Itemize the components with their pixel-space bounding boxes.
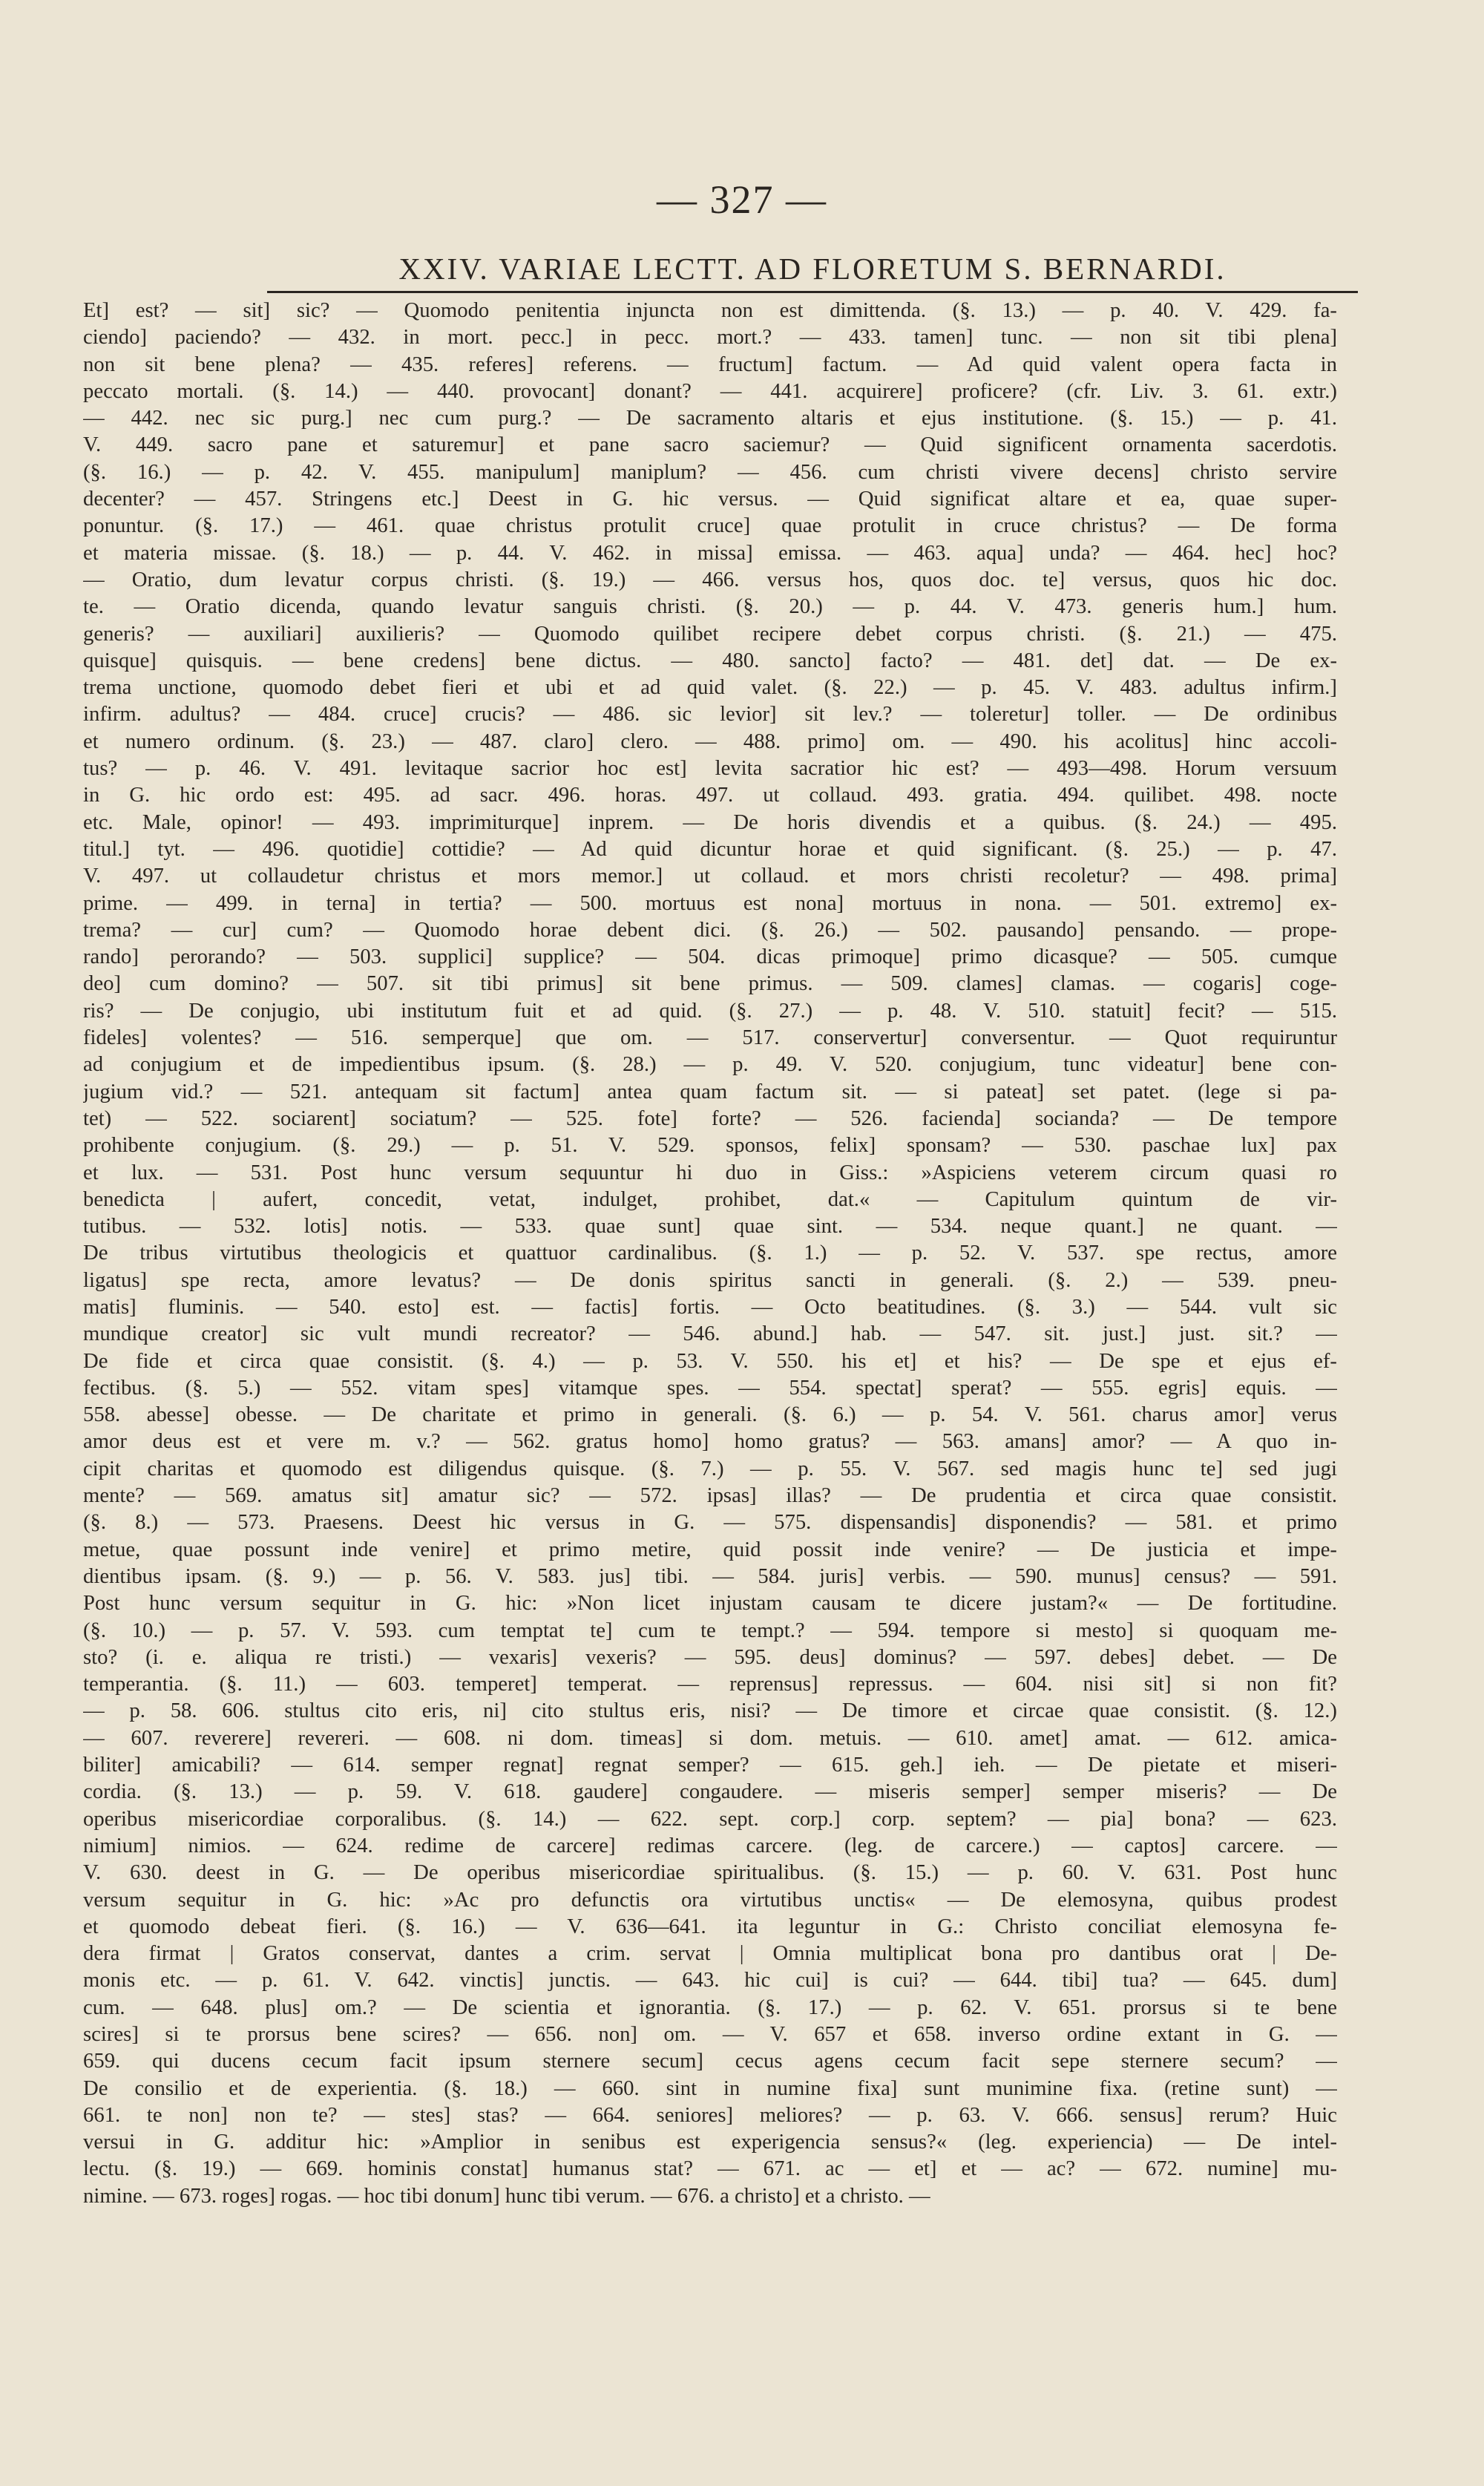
text-line: amor deus est et vere m. v.? — 562. gratus homo] homo gratus? — 563. amans] amor? — A quo in- [83,1429,1337,1454]
text-line: prime. — 499. in terna] in tertia? — 500. mortuus est nona] mortuus in nona. — 501. extremo] ex- [83,891,1337,915]
text-line: trema unctione, quomodo debet fieri et ubi et ad quid valet. (§. 22.) — p. 45. V. 483. adultus infirm.] [83,675,1337,700]
text-line: cum. — 648. plus] om.? — De scientia et ignorantia. (§. 17.) — p. 62. V. 651. prorsus si te bene [83,1995,1337,2019]
text-line: 659. qui ducens cecum facit ipsum sternere secum] cecus agens cecum facit sepe sternere secum? — [83,2049,1337,2073]
text-line: ligatus] spe recta, amore levatus? — De donis spiritus sancti in generali. (§. 2.) — 539. pneu- [83,1267,1337,1292]
text-line: non sit bene plena? — 435. referes] referens. — fructum] factum. — Ad quid valent opera facta in [83,352,1337,376]
text-line: tus? — p. 46. V. 491. levitaque sacrior hoc est] levita sacratior hic est? — 493—498. Horum versuum [83,756,1337,781]
text-line: mente? — 569. amatus sit] amatur sic? — 572. ipsas] illas? — De prudentia et circa quae consistit. [83,1483,1337,1508]
text-line: 558. abesse] obesse. — De charitate et primo in generali. (§. 6.) — p. 54. V. 561. charus amor] verus [83,1403,1337,1427]
text-line: nimine. — 673. roges] rogas. — hoc tibi donum] hunc tibi verum. — 676. a christo] et a christo. — [83,2183,930,2208]
text-line: et quomodo debeat fieri. (§. 16.) — V. 636—641. ita leguntur in G.: Christo conciliat elemosyna fe- [83,1914,1337,1938]
text-line: cordia. (§. 13.) — p. 59. V. 618. gaudere] congaudere. — miseris semper] semper miseris? — De [83,1780,1337,1804]
text-line: titul.] tyt. — 496. quotidie] cottidie? — Ad quid dicuntur horae et quid significant. (§. 25.) — p. 47. [83,836,1337,861]
text-line: 661. te non] non te? — stes] stas? — 664. seniores] meliores? — p. 63. V. 666. sensus] rerum? Huic [83,2102,1337,2127]
text-line: ad conjugium et de impedientibus ipsum. (§. 28.) — p. 49. V. 520. conjugium, tunc videatur] bene con- [83,1052,1337,1077]
text-line: versui in G. additur hic: »Amplior in senibus est experigencia sensus?« (leg. experiencia) — De intel- [83,2130,1337,2154]
text-line: mundique creator] sic vult mundi recreator? — 546. abund.] hab. — 547. sit. just.] just. sit.? — [83,1322,1337,1346]
text-line: Post hunc versum sequitur in G. hic: »Non licet injustam causam te dicere justam?« — De fortitudine. [83,1591,1337,1616]
text-line: (§. 8.) — 573. Praesens. Deest hic versus in G. — 575. dispensandis] disponendis? — 581. et primo [83,1510,1337,1535]
text-line: temperantia. (§. 11.) — 603. temperet] temperat. — reprensus] repressus. — 604. nisi sit] si non fit? [83,1672,1337,1696]
text-line: sto? (i. e. aliqua re tristi.) — vexaris] vexeris? — 595. deus] dominus? — 597. debes] debet. — De [83,1644,1337,1669]
text-line: fectibus. (§. 5.) — 552. vitam spes] vitamque spes. — 554. spectat] sperat? — 555. egris] equis. — [83,1375,1337,1400]
text-line: quisque] quisquis. — bene credens] bene dictus. — 480. sancto] facto? — 481. det] dat. — De ex- [83,648,1337,672]
text-line: deo] cum domino? — 507. sit tibi primus] sit bene primus. — 509. clames] clamas. — cogaris] coge- [83,971,1337,996]
text-line: versum sequitur in G. hic: »Ac pro defunctis ora virtutibus unctis« — De elemosyna, quibus prodest [83,1887,1337,1912]
body-text [83,297,1337,2209]
text-line: tutibus. — 532. lotis] notis. — 533. quae sunt] quae sint. — 534. neque quant.] ne quant. — [83,1214,1337,1239]
text-line: et materia missae. (§. 18.) — p. 44. V. 462. in missa] emissa. — 463. aqua] unda? — 464. hec] hoc? [83,540,1337,565]
text-line: monis etc. — p. 61. V. 642. vinctis] junctis. — 643. hic cui] is cui? — 644. tibi] tua? — 645. dum] [83,1968,1337,1993]
text-line: De consilio et de experientia. (§. 18.) — 660. sint in numine fixa] sunt munimine fixa. (retine sunt) — [83,2076,1337,2100]
text-line: operibus misericordiae corporalibus. (§. 14.) — 622. sept. corp.] corp. septem? — pia] bona? — 623. [83,1806,1337,1831]
text-line: biliter] amicabili? — 614. semper regnat] regnat semper? — 615. geh.] ieh. — De pietate et miseri- [83,1753,1337,1777]
running-header: XXIV. VARIAE LECTT. AD FLORETUM S. BERNARDI. [267,251,1358,293]
text-line: in G. hic ordo est: 495. ad sacr. 496. horas. 497. ut collaud. 493. gratia. 494. quilibet. 498. nocte [83,783,1337,807]
text-line: V. 497. ut collaudetur christus et mors memor.] ut collaud. et mors christi recoletur? — 498. prima] [83,864,1337,888]
text-line: benedicta | aufert, concedit, vetat, indulget, prohibet, dat.« — Capitulum quintum de vir- [83,1187,1337,1211]
text-line: peccato mortali. (§. 14.) — 440. provocant] donant? — 441. acquirere] proficere? (cfr. Liv. 3. 61. extr.) [83,378,1337,403]
text-line: ponuntur. (§. 17.) — 461. quae christus protulit cruce] quae protulit in cruce christus? — De forma [83,514,1337,538]
text-line: — 607. reverere] revereri. — 608. ni dom. timeas] si dom. metuis. — 610. amet] amat. — 612. amica- [83,1725,1337,1750]
text-line: dera firmat | Gratos conservat, dantes a crim. servat | Omnia multiplicat bona pro dantibus orat | De- [83,1941,1337,1966]
text-line: decenter? — 457. Stringens etc.] Deest in G. hic versus. — Quid significat altare et ea, quae super- [83,487,1337,511]
text-line: — p. 58. 606. stultus cito eris, ni] cito stultus eris, nisi? — De timore et circae quae consistit. (§. 12.) [83,1699,1337,1723]
text-line: rando] perorando? — 503. supplici] supplice? — 504. dicas primoque] primo dicasque? — 505. cumque [83,945,1337,969]
text-line: ris? — De conjugio, ubi institutum fuit et ad quid. (§. 27.) — p. 48. V. 510. statuit] fecit? — 515. [83,998,1337,1023]
text-line: V. 630. deest in G. — De operibus misericordiae spiritualibus. (§. 15.) — p. 60. V. 631. Post hunc [83,1860,1337,1885]
text-line: metue, quae possunt inde venire] et primo metire, quid possit inde venire? — De justicia et impe- [83,1537,1337,1561]
text-line: generis? — auxiliari] auxilieris? — Quomodo quilibet recipere debet corpus christi. (§. 21.) — 475. [83,621,1337,646]
page-number: — 327 — [657,177,827,222]
text-line: etc. Male, opinor! — 493. imprimiturque] inprem. — De horis divendis et a quibus. (§. 24.) — 495. [83,810,1337,834]
text-line: ciendo] paciendo? — 432. in mort. pecc.] in pecc. mort.? — 433. tamen] tunc. — non sit tibi plena] [83,325,1337,350]
text-line: te. — Oratio dicenda, quando levatur sanguis christi. (§. 20.) — p. 44. V. 473. generis hum.] hum. [83,594,1337,619]
text-line: et numero ordinum. (§. 23.) — 487. claro] clero. — 488. primo] om. — 490. his acolitus] hinc accoli- [83,729,1337,753]
text-line: V. 449. sacro pane et saturemur] et pane sacro saciemur? — Quid significent ornamenta sacerdotis. [83,433,1337,457]
text-line: — 442. nec sic purg.] nec cum purg.? — De sacramento altaris et ejus institutione. (§. 15.) — p. 41. [83,406,1337,430]
text-line: — Oratio, dum levatur corpus christi. (§. 19.) — 466. versus hos, quos doc. te] versus, quos hic doc. [83,567,1337,591]
text-line: lectu. (§. 19.) — 669. hominis constat] humanus stat? — 671. ac — et] et — ac? — 672. numine] mu- [83,2157,1337,2181]
text-line: tet) — 522. sociarent] sociatum? — 525. fote] forte? — 526. facienda] socianda? — De tempore [83,1106,1337,1130]
text-line: De fide et circa quae consistit. (§. 4.) — p. 53. V. 550. his et] et his? — De spe et ejus ef- [83,1348,1337,1373]
text-line: (§. 16.) — p. 42. V. 455. manipulum] maniplum? — 456. cum christi vivere decens] christo servire [83,459,1337,484]
text-line: dientibus ipsam. (§. 9.) — p. 56. V. 583. jus] tibi. — 584. juris] verbis. — 590. munus] census? — 591. [83,1564,1337,1588]
text-line: cipit charitas et quomodo est diligendus quisque. (§. 7.) — p. 55. V. 567. sed magis hunc te] sed jugi [83,1456,1337,1480]
text-line: nimium] nimios. — 624. redime de carcere] redimas carcere. (leg. de carcere.) — captos] carcere. — [83,1833,1337,1857]
text-line: scires] si te prorsus bene scires? — 656. non] om. — V. 657 et 658. inverso ordine extant in G. — [83,2022,1337,2046]
text-line: jugium vid.? — 521. antequam sit factum] antea quam factum sit. — si pateat] set patet. (lege si pa- [83,1079,1337,1103]
text-line: infirm. adultus? — 484. cruce] crucis? — 486. sic levior] sit lev.? — toleretur] toller. — De ordinibus [83,702,1337,727]
text-line: matis] fluminis. — 540. esto] est. — factis] fortis. — Octo beatitudines. (§. 3.) — 544. vult sic [83,1294,1337,1319]
text-line: prohibente conjugium. (§. 29.) — p. 51. V. 529. sponsos, felix] sponsam? — 530. paschae lux] pax [83,1133,1337,1158]
text-line: trema? — cur] cum? — Quomodo horae debent dici. (§. 26.) — 502. pausando] pensando. — prope- [83,917,1337,942]
text-line: et lux. — 531. Post hunc versum sequuntur hi duo in Giss.: »Aspiciens veterem circum quasi ro [83,1160,1337,1184]
text-line: Et] est? — sit] sic? — Quomodo penitentia injuncta non est dimittenda. (§. 13.) — p. 40. V. 429. fa- [83,298,1337,322]
text-line: fideles] volentes? — 516. semperque] que om. — 517. conservertur] conversentur. — Quot requiruntur [83,1026,1337,1050]
text-line: (§. 10.) — p. 57. V. 593. cum temptat te] cum te tempt.? — 594. tempore si mesto] si quoquam me- [83,1618,1337,1642]
text-line: De tribus virtutibus theologicis et quattuor cardinalibus. (§. 1.) — p. 52. V. 537. spe rectus, amore [83,1241,1337,1265]
